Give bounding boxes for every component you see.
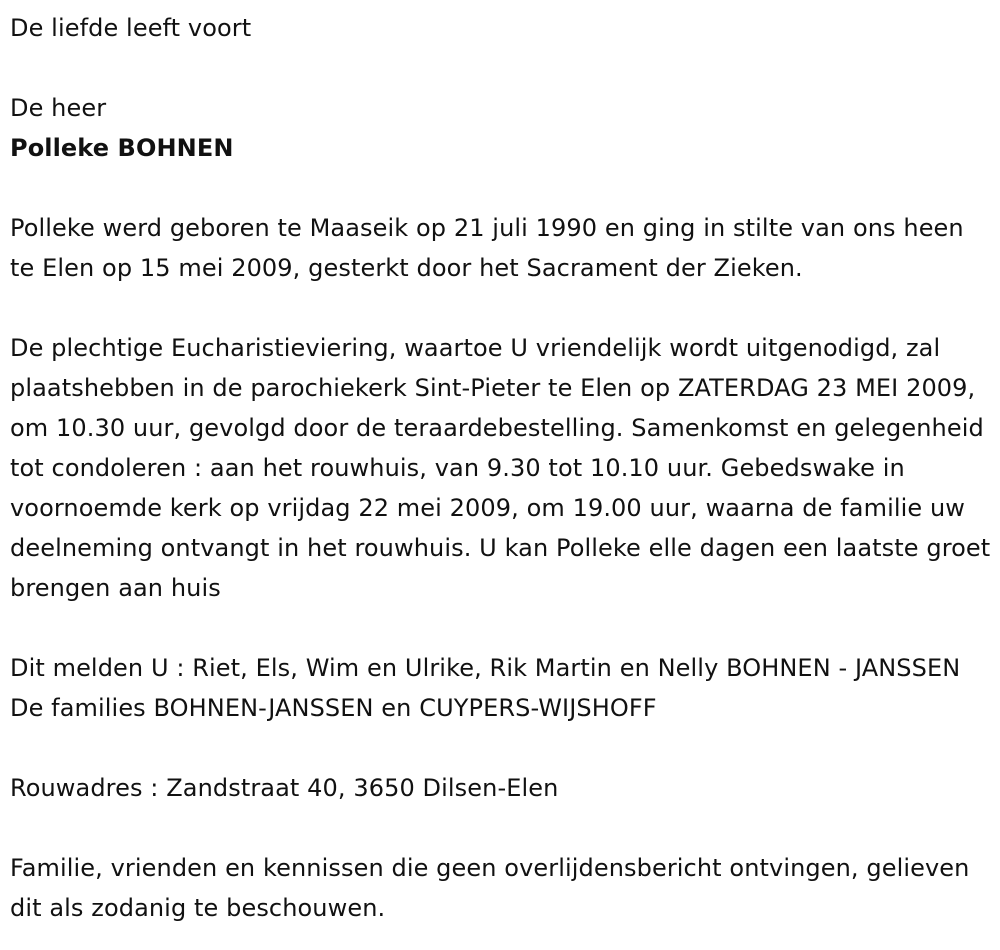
spacer <box>10 728 995 768</box>
deceased-name: Polleke BOHNEN <box>10 134 234 162</box>
address: Rouwadres : Zandstraat 40, 3650 Dilsen-Elen <box>10 774 559 802</box>
spacer <box>10 608 995 648</box>
spacer <box>10 168 995 208</box>
obituary-document <box>10 8 995 928</box>
spacer <box>10 288 995 328</box>
ceremony-paragraph: De plechtige Eucharistieviering, waartoe U vriendelijk wordt uitgenodigd, zal plaatshebben in de parochiekerk Sint-Pieter te Elen op ZATERDAG 23 MEI 2009, om 10.30 uur, gevolgd door de teraardebestelling. Samenkomst en gelegenheid tot condoleren : aan het rouwhuis, van 9.30 tot 10.10 uur. Gebedswake in voornoemde kerk op vrijdag 22 mei 2009, om 19.00 uur, waarna de familie uw deelneming ontvangt in het rouwhuis. U kan Polleke elle dagen een laatste groet brengen aan huis <box>10 334 991 602</box>
spacer <box>10 48 995 88</box>
family-paragraph: Dit melden U : Riet, Els, Wim en Ulrike, Rik Martin en Nelly BOHNEN - JANSSEN De families BOHNEN-JANSSEN en CUYPERS-WIJSHOFF <box>10 654 961 722</box>
closing-paragraph: Familie, vrienden en kennissen die geen overlijdensbericht ontvingen, gelieven dit als zodanig te beschouwen. <box>10 854 970 922</box>
spacer <box>10 808 995 848</box>
birth-paragraph: Polleke werd geboren te Maaseik op 21 juli 1990 en ging in stilte van ons heen te Elen op 15 mei 2009, gesterkt door het Sacrament der Zieken. <box>10 214 964 282</box>
heading: De liefde leeft voort <box>10 14 252 42</box>
title: De heer <box>10 94 107 122</box>
